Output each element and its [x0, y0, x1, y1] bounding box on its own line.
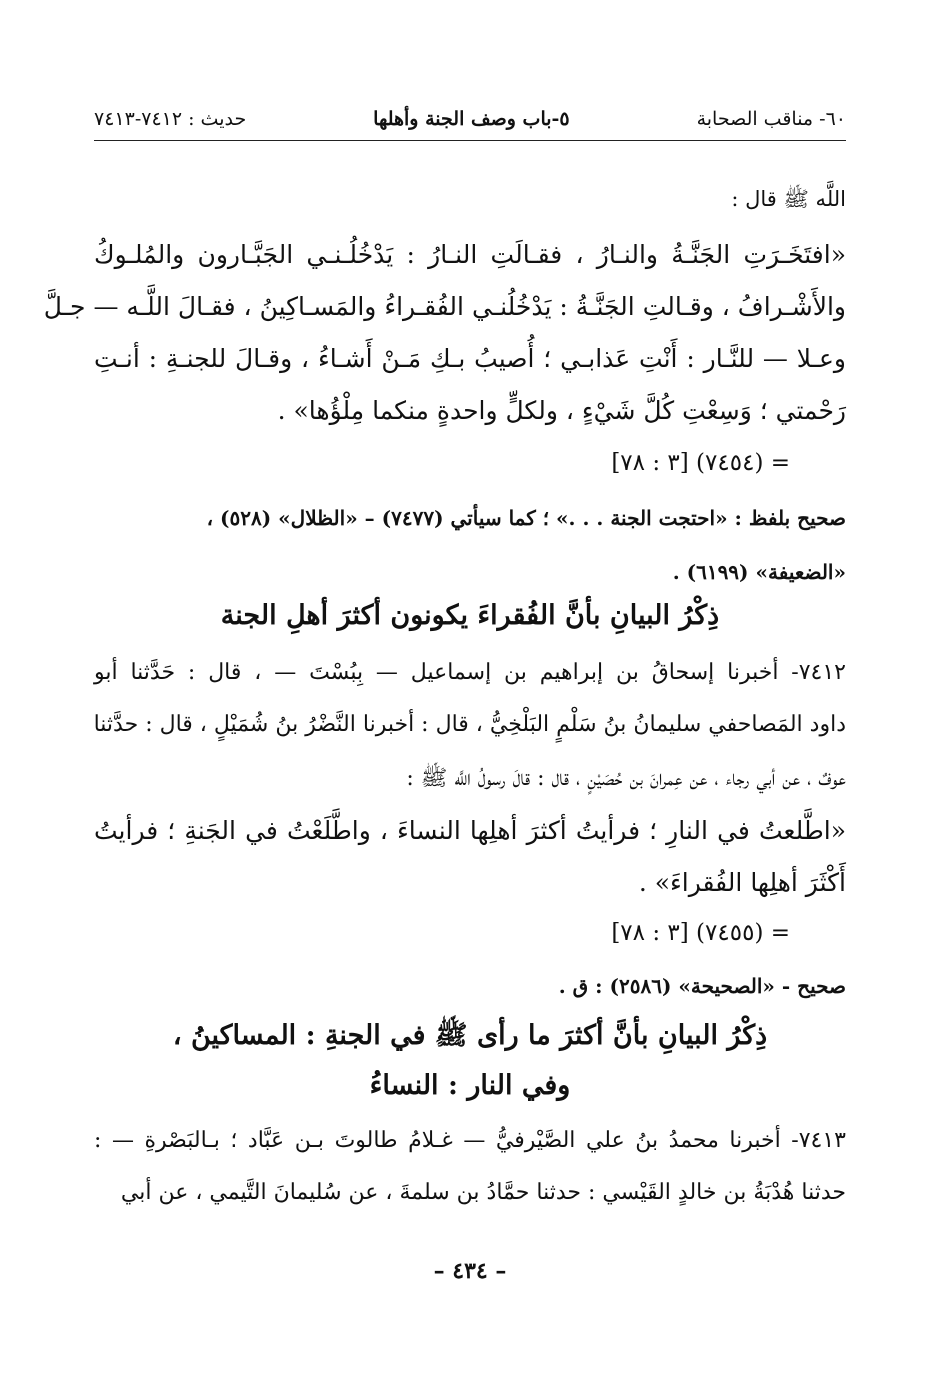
hadith-range: حديث : ٧٤١٢-٧٤١٣	[94, 108, 247, 130]
page-number: – ٤٣٤ –	[433, 1258, 507, 1284]
reference-line: = (٧٤٥٤) [٣ : ٧٨]	[611, 450, 790, 476]
text-line: رَحْمتي ؛ وَسِعْتِ كُلَّ شَيْءٍ ، ولكلٍّ واحدةٍ منكما مِلْؤُها» .	[277, 396, 846, 425]
text-line: أَكْثَرَ أهلِها الفُقراءَ» .	[638, 868, 846, 897]
chapter-title: ٦٠- مناقب الصحابة	[696, 108, 846, 130]
section-title: ٥-باب وصف الجنة وأهلها	[373, 108, 570, 130]
running-header	[94, 104, 846, 134]
section-heading: ذِكْرُ البيانِ بأنَّ الفُقراءَ يكونون أكثرَ أهلِ الجنة	[220, 600, 720, 631]
grading-line: «الضعيفة» (٦١٩٩) .	[672, 560, 846, 584]
section-heading: ذِكْرُ البيانِ بأنَّ أكثرَ ما رأى ﷺ في الجنةِ : المساكينُ ،	[172, 1020, 768, 1051]
text-line: داود المَصاحفي سليمانُ بنُ سَلْمٍ البَلْخِيُّ ، قال : أخبرنا النَّضْرُ بنُ شُمَيْلٍ ، قال : حدَّثنا	[93, 712, 846, 737]
reference-line: = (٧٤٥٥) [٣ : ٧٨]	[611, 920, 790, 946]
text-line: ٧٤١٢- أخبرنا إسحاقُ بن إبراهيم بن إسماعيل — بِبُسْتَ — ، قال : حَدَّثنا أبو	[94, 660, 846, 685]
text-line: والأَشْـرافُ ، وقـالتِ الجَنَّـةُ : يَدْخُلُنـي الفُقـراءُ والمَسـاكِينُ ، فقـالَ اللَّـه — جـلَّ	[43, 292, 846, 321]
text-line: عوفٌ ، عن أبي رجاء ، عن عِمرانَ بن حُصَيْنٍ ، قال : قالَ رسولُ اللَّه ﷺ :	[406, 766, 846, 791]
grading-line: صحيح - «الصحيحة» (٢٥٨٦) : ق .	[558, 974, 846, 998]
text-line: ٧٤١٣- أخبرنا محمدُ بنُ علي الصَّيْرفيُّ — غـلامُ طالوتَ بـن عَبَّاد ؛ بـالبَصْرةِ — :	[94, 1128, 846, 1153]
section-heading: وفي النار : النساءُ	[369, 1070, 571, 1101]
grading-line: صحيح بلفظ : «احتجت الجنة . . .» ؛ كما سيأتي (٧٤٧٧) – «الظلال» (٥٢٨) ،	[206, 506, 846, 530]
header-rule	[94, 140, 846, 141]
text-line: «افتَخَـرَتِ الجَنَّـةُ والنـارُ ، فقـالَتِ النـارُ : يَدْخُلُـنـي الجَبَّـارون والمُلـوكُ	[94, 240, 846, 269]
text-line: اللَّه ﷺ قال :	[731, 187, 846, 211]
text-line: وعـلا — للنَّـار : أَنْتِ عَذابـي ؛ أُصيبُ بـكِ مَـنْ أَشـاءُ ، وقـالَ للجنـةِ : أنـتِ	[94, 344, 846, 373]
text-line: حدثنا هُدْبَةُ بن خالدٍ القَيْسي : حدثنا حمَّادُ بن سلمةَ ، عن سُليمانَ التَّيمي ، عن أبي	[120, 1180, 846, 1205]
text-line: «اطَّلعتُ في النارِ ؛ فرأيتُ أكثرَ أهلِها النساءَ ، واطَّلَعْتُ في الجَنةِ ؛ فرأيتُ	[94, 816, 846, 845]
